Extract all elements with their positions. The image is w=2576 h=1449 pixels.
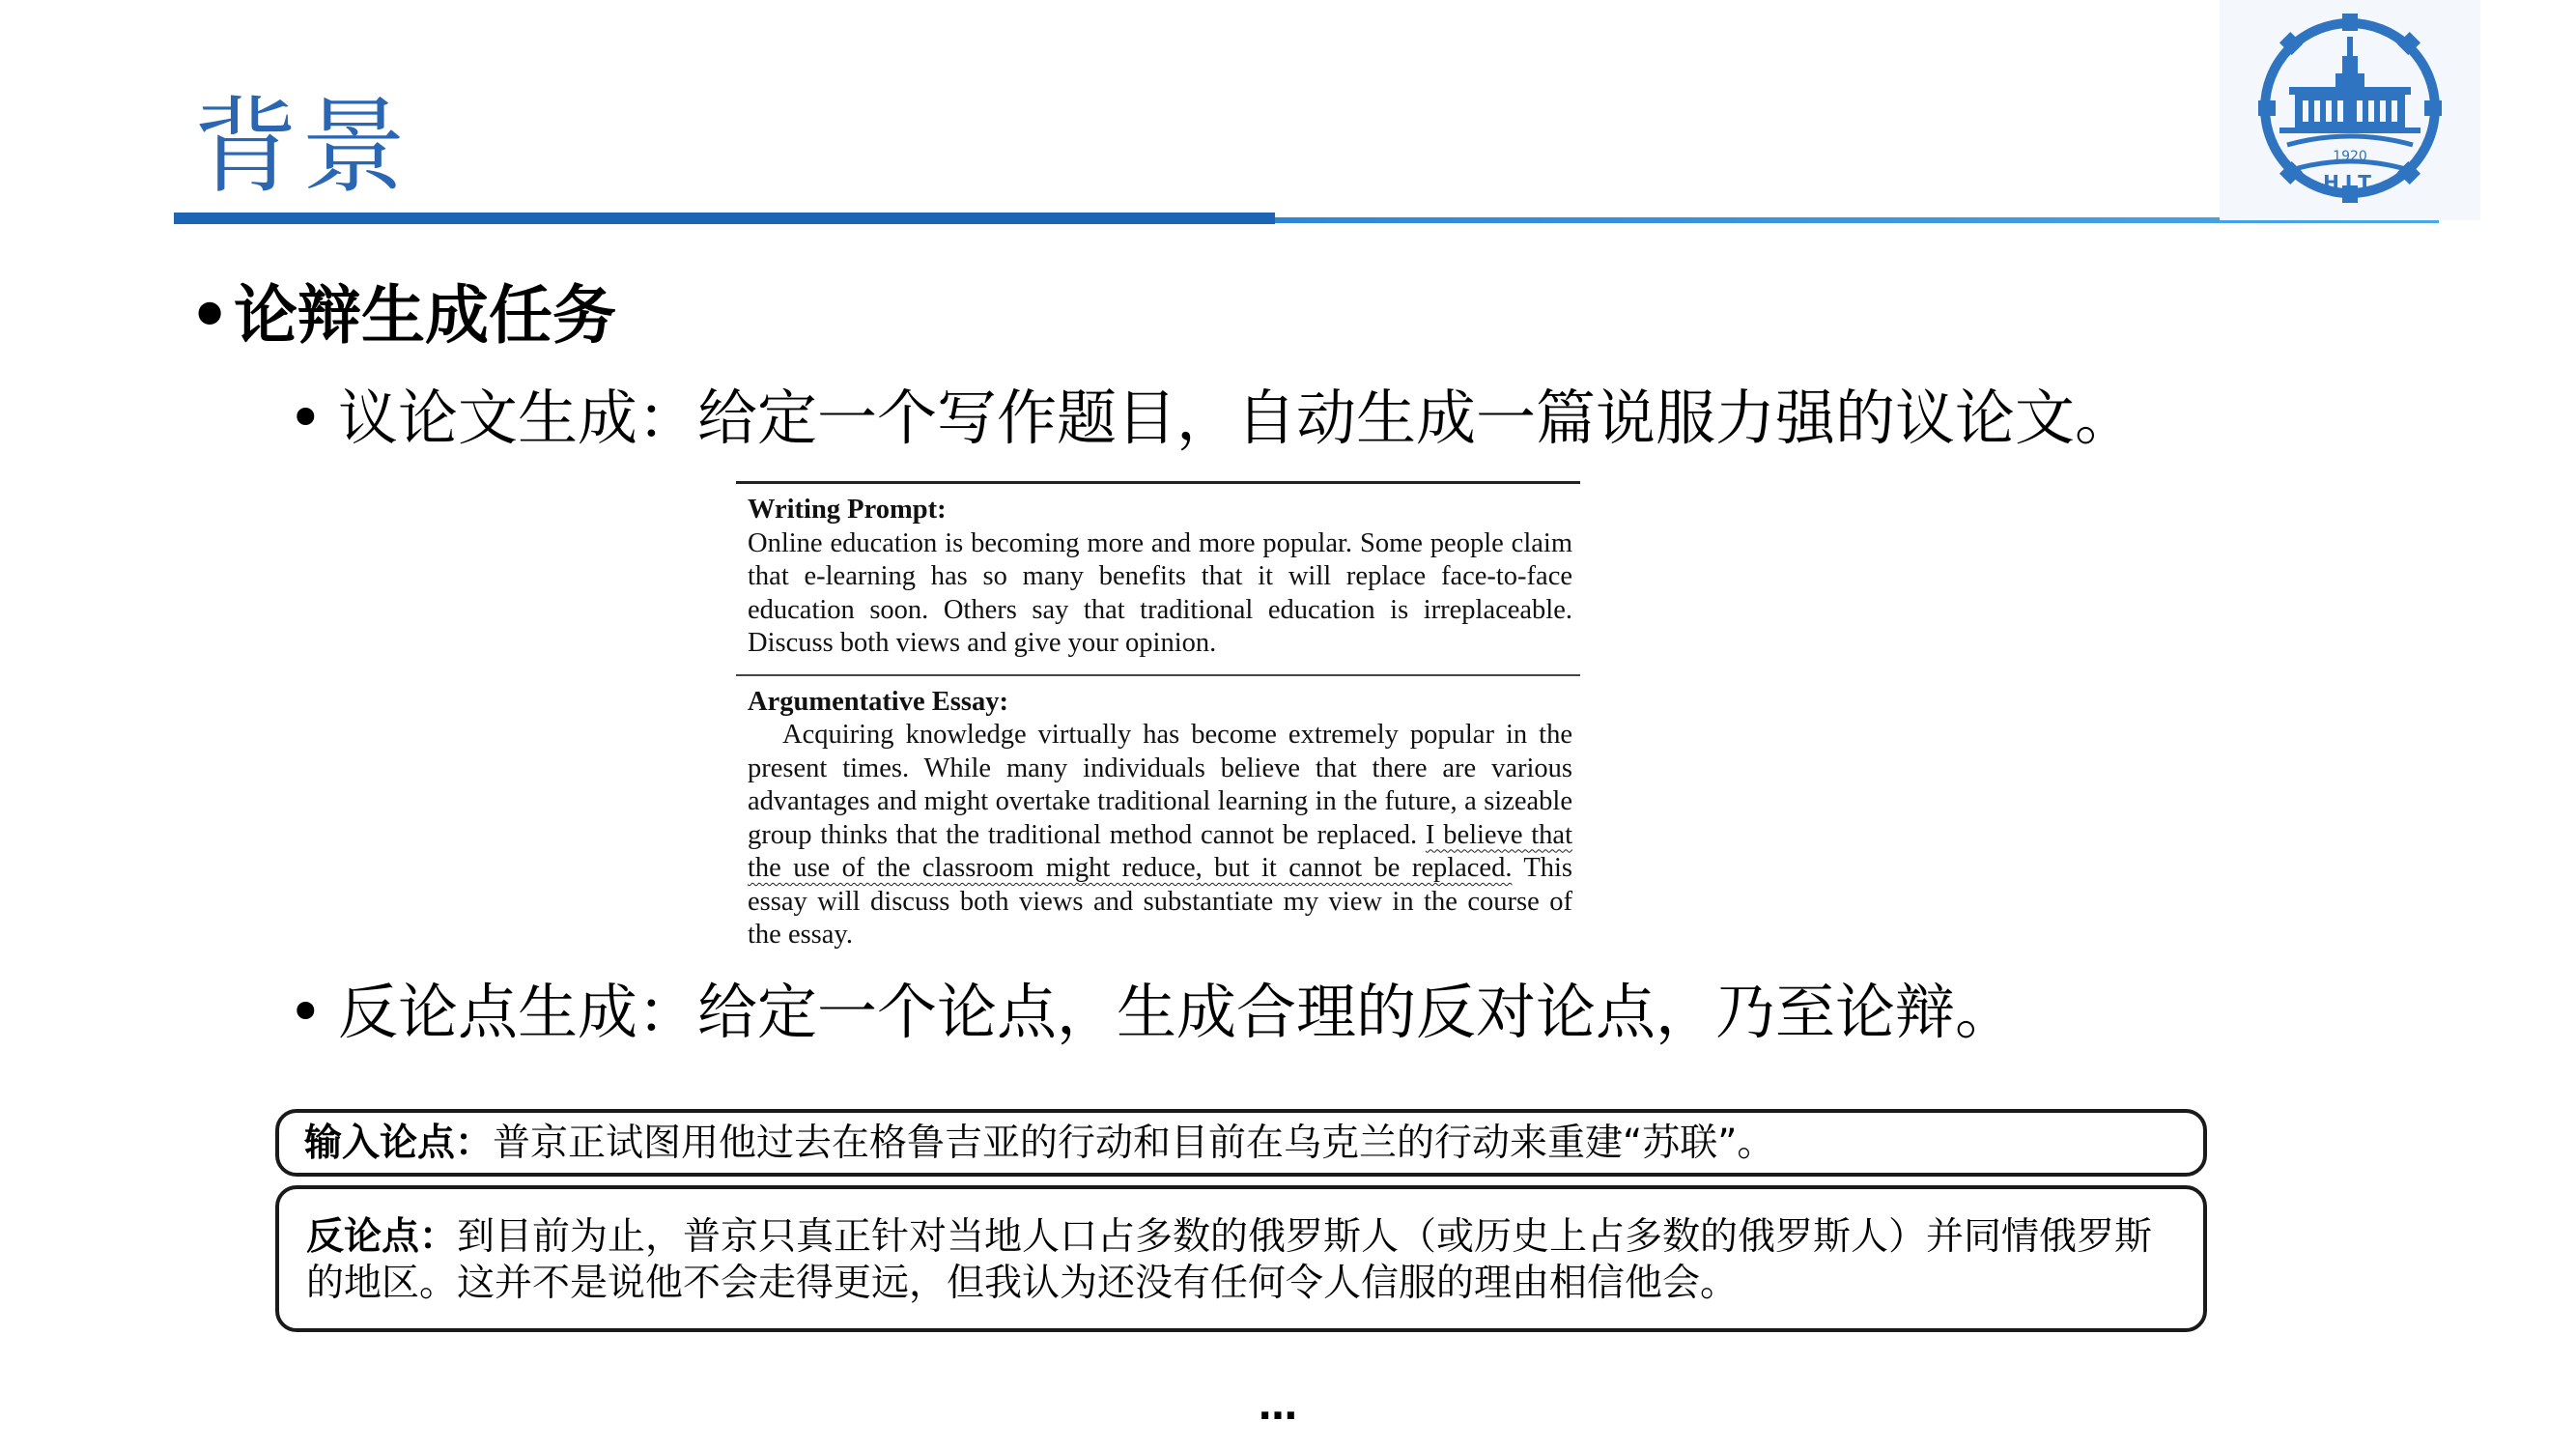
logo-abbr: HIT — [2323, 171, 2377, 194]
ellipsis: … — [1259, 1384, 1297, 1429]
university-logo — [2220, 0, 2480, 220]
logo-year: 1920 — [2333, 149, 2367, 164]
bullet-dot: • — [288, 977, 324, 1047]
bullet-dot: • — [189, 278, 231, 353]
counter-argument-box — [275, 1185, 2207, 1332]
writing-prompt-text: Online education is becoming more and more popular. Some people claim that e-learning has so many benefits that it will replace face-to-face education soon. Others say that traditional education is irreplaceable. Discuss both views and give your opinion. — [748, 527, 1572, 658]
slide-title: 背景 — [193, 87, 410, 208]
argumentative-essay-text — [748, 719, 1572, 952]
input-argument-text: 普京正试图用他过去在格鲁吉亚的行动和目前在乌克兰的行动来重建“苏联”。 — [493, 1122, 1775, 1165]
figure-top-rule — [736, 481, 1580, 484]
counter-argument-text: 到目前为止，普京只真正针对当地人口占多数的俄罗斯人（或历史上占多数的俄罗斯人）并同情俄罗斯的地区。这并不是说他不会走得更远，但我认为还没有任何令人信服的理由相信他会。 — [306, 1215, 2153, 1305]
bullet-argument-generation — [189, 272, 616, 359]
title-underline-dark — [174, 213, 1275, 224]
essay-example-figure — [736, 481, 1580, 952]
counter-argument-label: 反论点： — [306, 1215, 458, 1259]
figure-middle-rule — [736, 674, 1580, 676]
input-argument-label: 输入论点： — [304, 1122, 494, 1165]
argumentative-essay-heading: Argumentative Essay: — [748, 686, 1008, 717]
essay-text-after: This essay will discuss both views and substantiate my view in the course of the essay. — [748, 853, 1573, 950]
bullet-text: 议论文生成：给定一个写作题目，自动生成一篇说服力强的议论文。 — [338, 383, 2136, 453]
bullet-text: 反论点生成：给定一个论点，生成合理的反对论点，乃至论辩。 — [338, 977, 2016, 1047]
writing-prompt-section — [736, 494, 1580, 661]
writing-prompt-heading: Writing Prompt: — [748, 495, 947, 525]
essay-text-before: Acquiring knowledge virtually has become extremely popular in the present times. While many individuals believe that there are various advantages and might overtake traditional learning in the future, a sizeable group thinks that the traditional method cannot be replaced. — [748, 720, 1572, 850]
argumentative-essay-section — [736, 686, 1580, 952]
essay-thesis-underlined: I believe that the use of the classroom might reduce, but it cannot be replaced. — [748, 819, 1573, 883]
bullet-dot: • — [288, 383, 324, 453]
input-argument-box — [275, 1109, 2207, 1177]
bullet-essay-generation — [288, 377, 2135, 460]
bullet-text: 论辩生成任务 — [234, 278, 616, 353]
bullet-counter-argument-generation — [288, 971, 2015, 1054]
